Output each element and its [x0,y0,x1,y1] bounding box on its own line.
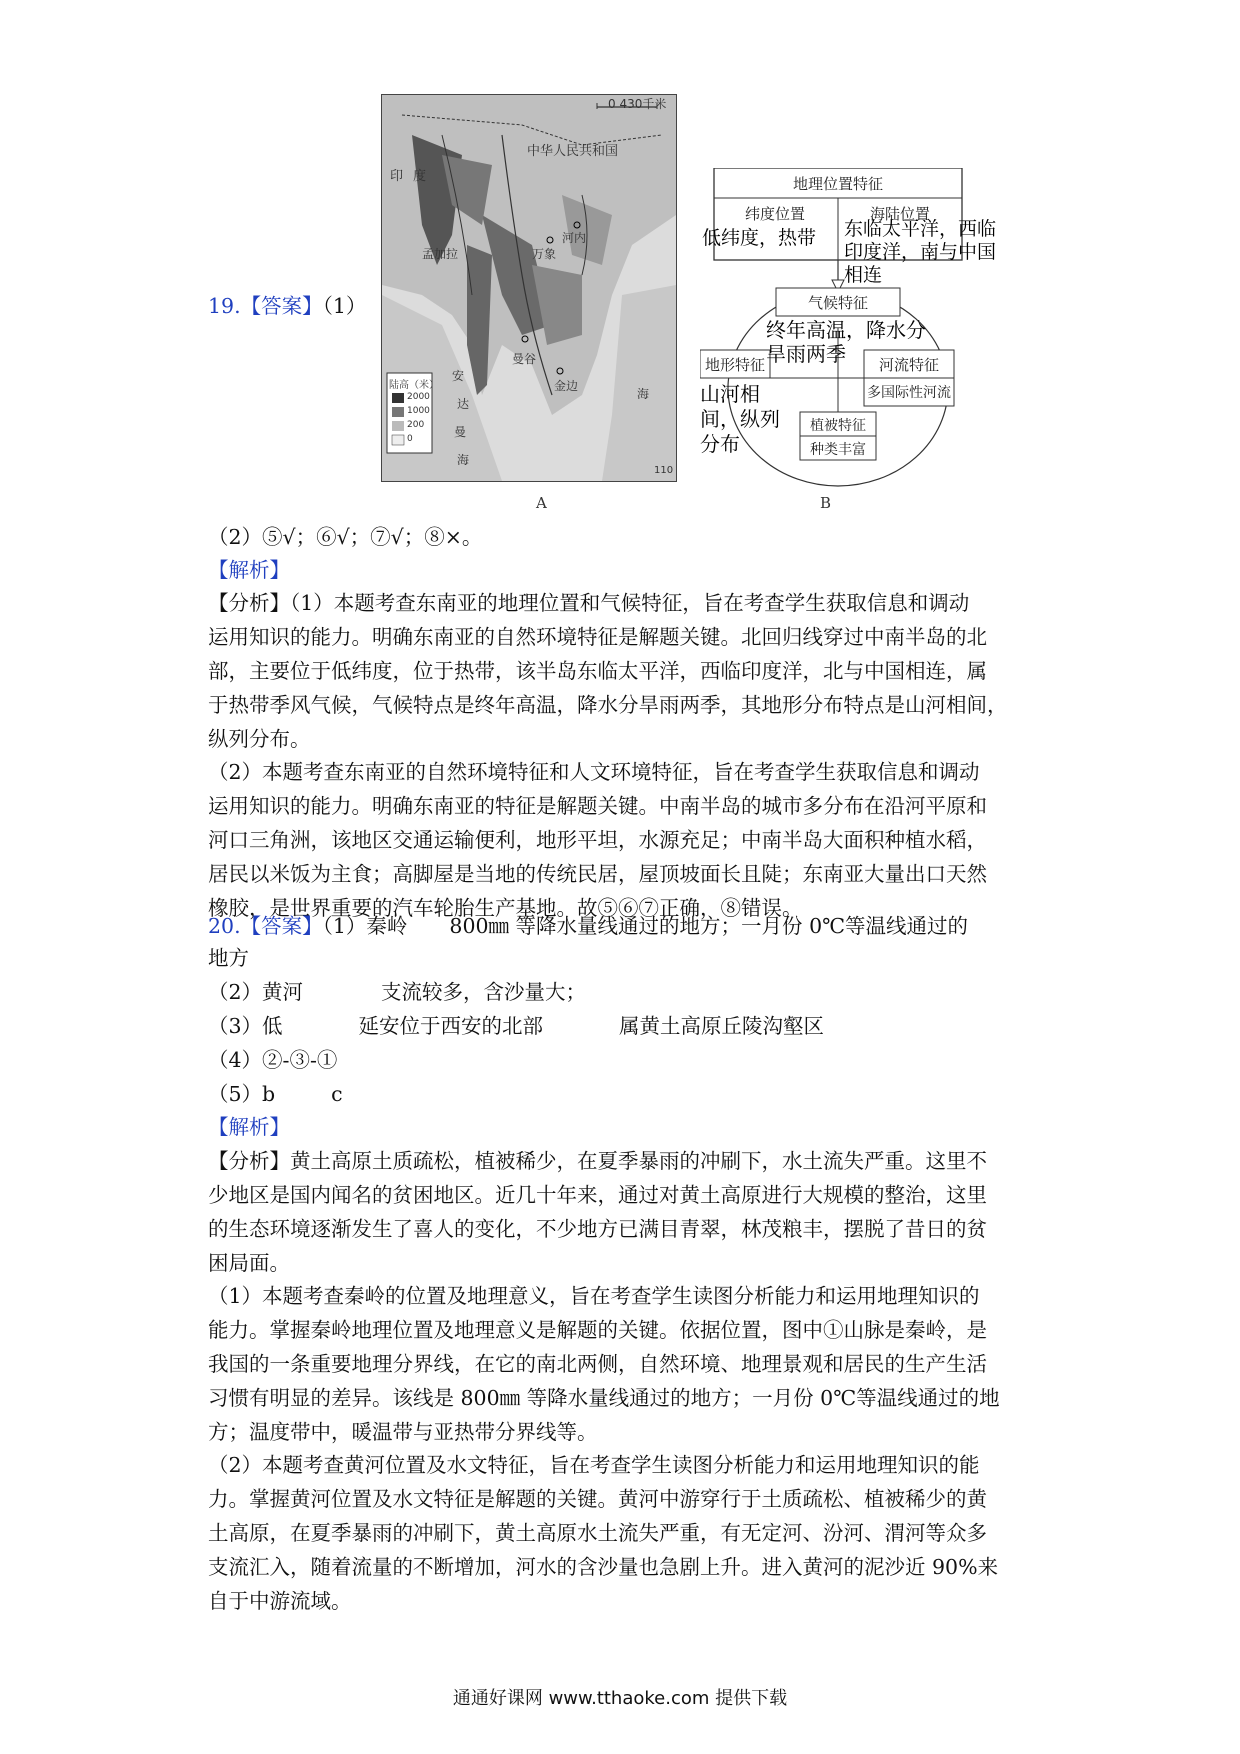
q20-answer-tag: 【答案】 [240,914,323,938]
answer-latitude: 低纬度，热带 [702,227,817,249]
answer-terrain: 山河相间，纵列分布 [700,382,780,456]
map-legend-2000: 2000 [407,392,430,402]
southeast-asia-map [381,94,677,482]
q20-answer-5 [208,1077,343,1111]
map-scale: 0 430千米 [608,97,667,111]
q19-analysis-heading: 【解析】 [208,558,290,582]
q19-analysis-line: 部，主要位于低纬度，位于热带，该半岛东临太平洋，西临印度洋，北与中国相连，属 [208,659,987,683]
q19-answer-tag: 【答案】 [240,294,323,318]
q20-analysis-line: （2）本题考查黄河位置及水文特征，旨在考查学生读图分析能力和运用地理知识的能 [208,1453,980,1477]
q20-a3-rest: 属黄土高原丘陵沟壑区 [619,1014,825,1038]
q19-analysis-line: 于热带季风气候，气候特点是终年高温，降水分旱雨两季，其地形分布特点是山河相间， [208,693,1008,717]
q20-analysis-line: 习惯有明显的差异。该线是 800㎜ 等降水量线通过的地方；一月份 0℃等温线通过的地 [208,1386,1000,1410]
map-longitude-mark: 110 [654,465,674,476]
q20-answer-4: （4）②-③-① [208,1048,338,1072]
map-label-andaman-2: 达 [457,397,470,411]
q20-analysis-line: 力。掌握黄河位置及水文特征是解题的关键。黄河中游穿行于土质疏松、植被稀少的黄 [208,1487,987,1511]
q20-number: 20. [208,914,241,938]
map-legend-0: 0 [407,434,413,444]
q20-answer-1 [208,909,968,943]
q20-analysis-line: 困局面。 [208,1251,290,1275]
q19-analysis-line: 【分析】（1）本题考查东南亚的地理位置和气候特征，旨在考查学生获取信息和调动 [208,591,970,615]
map-label-andaman-4: 海 [457,453,470,467]
q20-a1-rest: 800㎜ 等降水量线通过的地方；一月份 0℃等温线通过的 [449,914,969,938]
q20-a3-prefix: （3）低 [208,1014,283,1038]
map-legend-title: 陆高（米） [389,380,439,391]
box-climate-features: 气候特征 [807,294,868,312]
map-label-hanoi: 河内 [562,231,587,245]
q20-answer-3 [208,1009,824,1043]
map-label-bangladesh: 孟加拉 [422,247,459,261]
q20-analysis-heading: 【解析】 [208,1115,290,1139]
map-label-sea-east: 海 [637,387,650,401]
text-river-detail: 多国际性河流 [867,385,951,401]
q19-analysis-line: 运用知识的能力。明确东南亚的特征是解题关键。中南半岛的城市多分布在沿河平原和 [208,794,987,818]
q20-analysis-line: 土高原，在夏季暴雨的冲刷下，黄土高原水土流失严重，有无定河、汾河、渭河等众多 [208,1521,987,1545]
q20-a2-rest: 支流较多，含沙量大； [381,980,587,1004]
q19-analysis-line: 河口三角洲，该地区交通运输便利，地形平坦，水源充足；中南半岛大面积种植水稻， [208,828,987,852]
q19-analysis-line: 橡胶，是世界重要的汽车轮胎生产基地。故⑤⑥⑦正确，⑧错误。 [208,896,803,920]
q20-analysis-line: 支流汇入，随着流量的不断增加，河水的含沙量也急剧上升。进入黄河的泥沙近 90%来 [208,1555,999,1579]
box-terrain-features: 地形特征 [704,356,765,374]
q19-header [208,289,366,323]
q19-analysis-line: 运用知识的能力。明确东南亚的自然环境特征是解题关键。北回归线穿过中南半岛的北 [208,625,987,649]
q20-analysis-line: 我国的一条重要地理分界线，在它的南北两侧，自然环境、地理景观和居民的生产生活 [208,1352,987,1376]
box-vegetation-features: 植被特征 [810,418,866,434]
q19-part1-label: （1） [322,294,367,318]
q20-a3-mid: 延安位于西安的北部 [358,1014,544,1038]
box-river-features: 河流特征 [878,356,939,374]
q19-analysis-line: （2）本题考查东南亚的自然环境特征和人文环境特征，旨在考查学生获取信息和调动 [208,760,980,784]
q20-analysis-line: 少地区是国内闻名的贫困地区。近几十年来，通过对黄土高原进行大规模的整治，这里 [208,1183,987,1207]
q20-analysis-line: 能力。掌握秦岭地理位置及地理意义是解题的关键。依据位置，图中①山脉是秦岭，是 [208,1318,987,1342]
q20-analysis-line: 方；温度带中，暖温带与亚热带分界线等。 [208,1420,598,1444]
map-label-andaman-1: 安 [452,369,465,383]
map-legend-200: 200 [407,420,425,430]
text-vegetation-detail: 种类丰富 [810,442,866,458]
map-label-phnom-penh: 金边 [554,379,579,393]
q19-part2-answer: （2）⑤√；⑥√；⑦√；⑧×。 [208,525,483,549]
q19-number: 19. [208,294,241,318]
figure-b-caption: B [820,494,832,512]
q20-a5-rest: c [331,1082,343,1106]
answer-sea-land: 东临太平洋，西临印度洋，南与中国相连 [844,218,997,286]
q20-analysis-line: 自于中游流域。 [208,1589,352,1613]
map-label-andaman-3: 曼 [454,425,467,439]
figure-a-caption: A [536,494,547,512]
map-label-china: 中华人民共和国 [527,144,619,159]
q20-a1-prefix: （1）秦岭 [322,914,408,938]
page-footer: 通通好课网 www.tthaoke.com 提供下载 [452,1688,788,1709]
q20-answer-1-cont: 地方 [208,946,249,970]
geography-features-diagram [700,168,1030,488]
q19-analysis-line: 居民以米饭为主食；高脚屋是当地的传统民居，屋顶坡面长且陡；东南亚大量出口天然 [208,862,987,886]
q20-answer-2 [208,975,586,1009]
q20-a2-prefix: （2）黄河 [208,980,304,1004]
box-latitude-position: 纬度位置 [744,205,805,223]
answer-climate: 终年高温，降水分旱雨两季 [766,318,926,366]
q20-analysis-line: （1）本题考查秦岭的位置及地理意义，旨在考查学生读图分析能力和运用地理知识的 [208,1284,980,1308]
map-label-bangkok: 曼谷 [512,352,537,366]
q20-analysis-line: 【分析】黄土高原土质疏松，植被稀少，在夏季暴雨的冲刷下，水土流失严重。这里不 [208,1149,987,1173]
q20-analysis-line: 的生态环境逐渐发生了喜人的变化，不少地方已满目青翠，林茂粮丰，摆脱了昔日的贫 [208,1217,987,1241]
map-legend-1000: 1000 [407,406,430,416]
map-label-india: 印度 [390,169,437,184]
map-label-vientiane: 万象 [532,247,557,261]
box-sea-land-position: 海陆位置 [869,205,930,223]
q19-analysis-line: 纵列分布。 [208,727,311,751]
box-location-features: 地理位置特征 [792,175,883,193]
q20-a5-prefix: （5）b [208,1082,276,1106]
